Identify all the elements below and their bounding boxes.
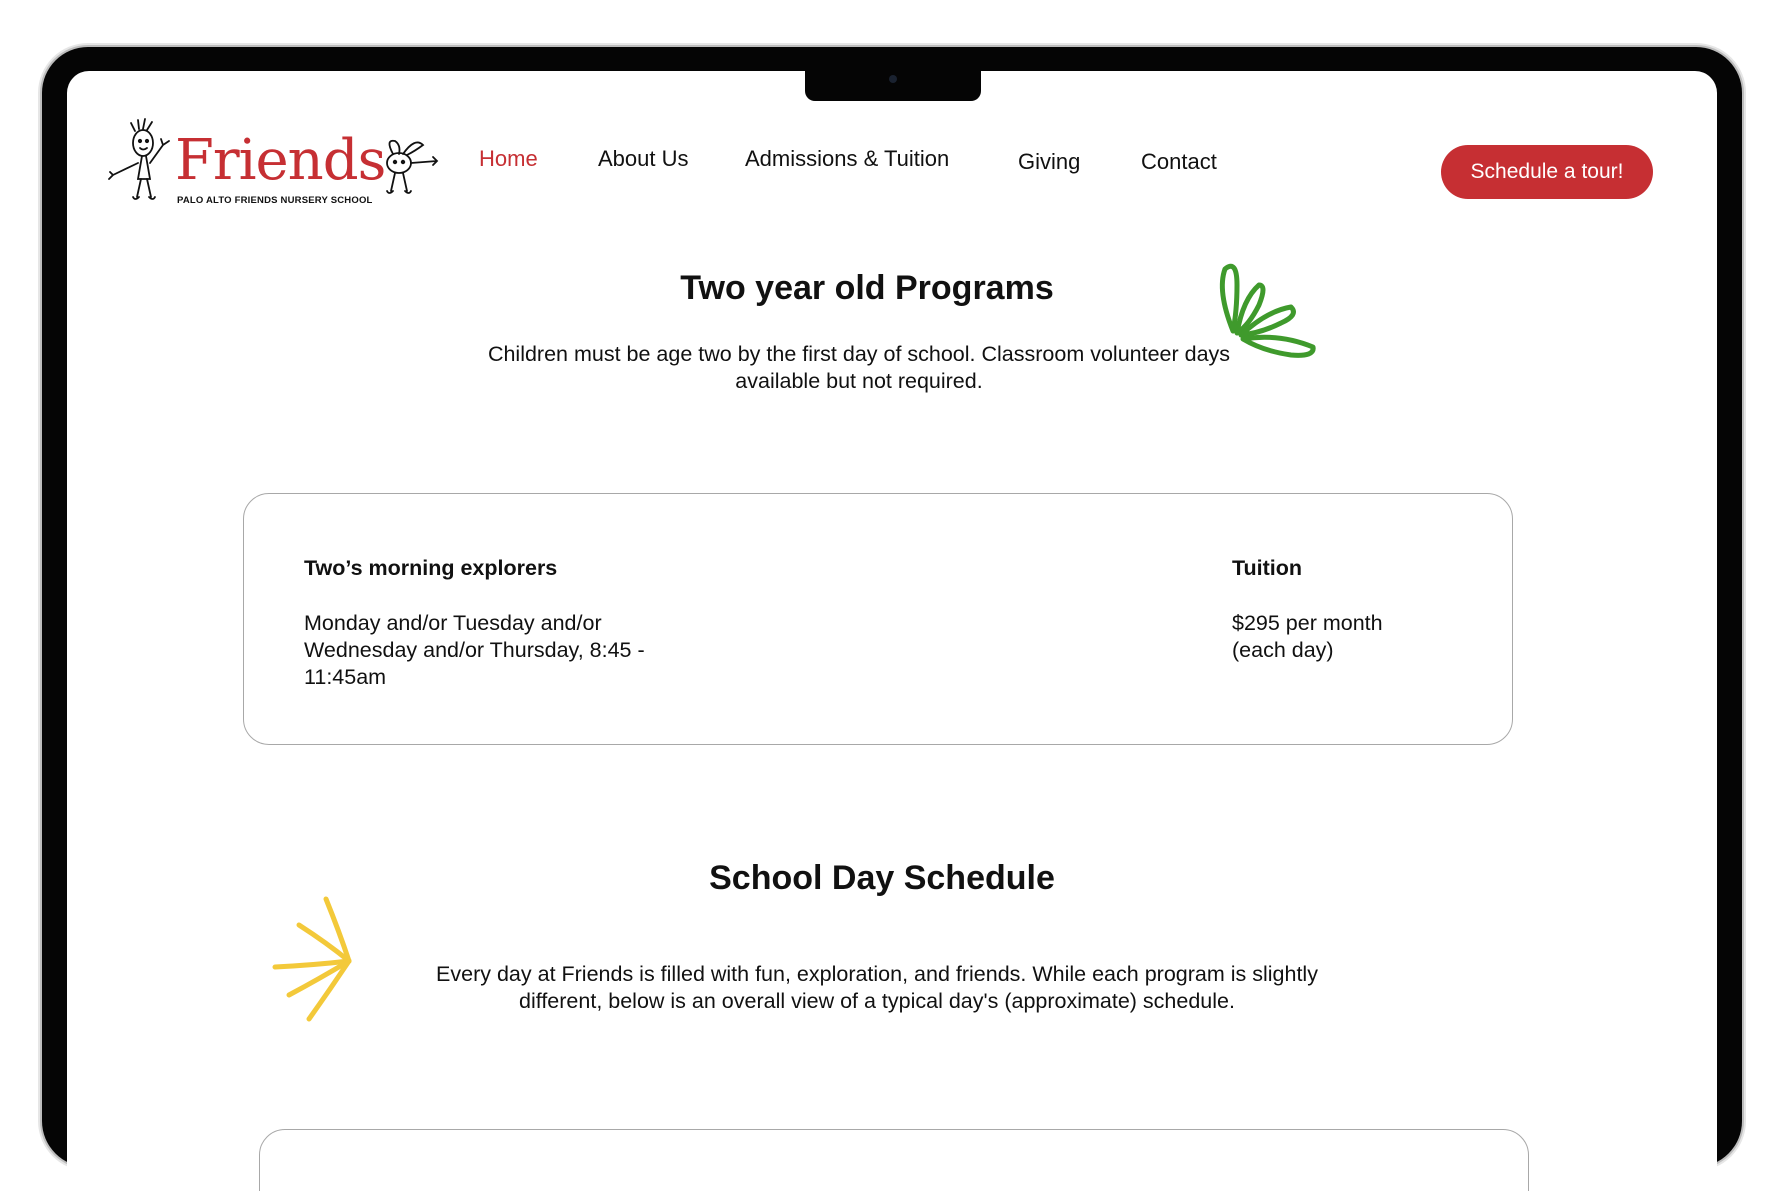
camera-notch <box>805 71 981 101</box>
logo-wordmark: Friends <box>175 128 386 193</box>
schedule-heading: School Day Schedule <box>709 859 1055 897</box>
webcam-icon <box>889 75 897 83</box>
stick-child-icon <box>105 117 185 207</box>
nav-home[interactable]: Home <box>479 146 538 171</box>
laptop-frame <box>42 47 1742 1167</box>
nav-giving[interactable]: Giving <box>1018 149 1081 174</box>
tuition-text: $295 per month (each day) <box>1232 611 1383 662</box>
stick-bunny-icon <box>375 135 455 205</box>
browser-viewport <box>67 71 1717 1191</box>
program-title: Two’s morning explorers <box>304 556 558 580</box>
schedule-tour-button[interactable]: Schedule a tour! <box>1441 145 1653 199</box>
logo-subtitle: PALO ALTO FRIENDS NURSERY SCHOOL <box>177 195 373 206</box>
nav-about-us[interactable]: About Us <box>598 146 689 171</box>
yellow-star-doodle-icon <box>267 891 367 1031</box>
program-card <box>243 493 1513 745</box>
nav-contact[interactable]: Contact <box>1141 149 1217 174</box>
school-logo[interactable] <box>105 117 455 217</box>
program-schedule: Monday and/or Tuesday and/or Wednesday and/or Thursday, 8:45 - 11:45am <box>304 611 645 689</box>
nav-admissions-tuition[interactable]: Admissions & Tuition <box>745 146 950 171</box>
schedule-card <box>259 1129 1529 1191</box>
tuition-title: Tuition <box>1232 556 1303 580</box>
programs-intro: Children must be age two by the first day of school. Classroom volunteer days available but not required. <box>487 342 1231 393</box>
programs-heading: Two year old Programs <box>680 269 1054 307</box>
schedule-intro: Every day at Friends is filled with fun, exploration, and friends. While each program is slightly different, below is an overall view of a typical day's (approximate) schedule. <box>436 962 1318 1013</box>
